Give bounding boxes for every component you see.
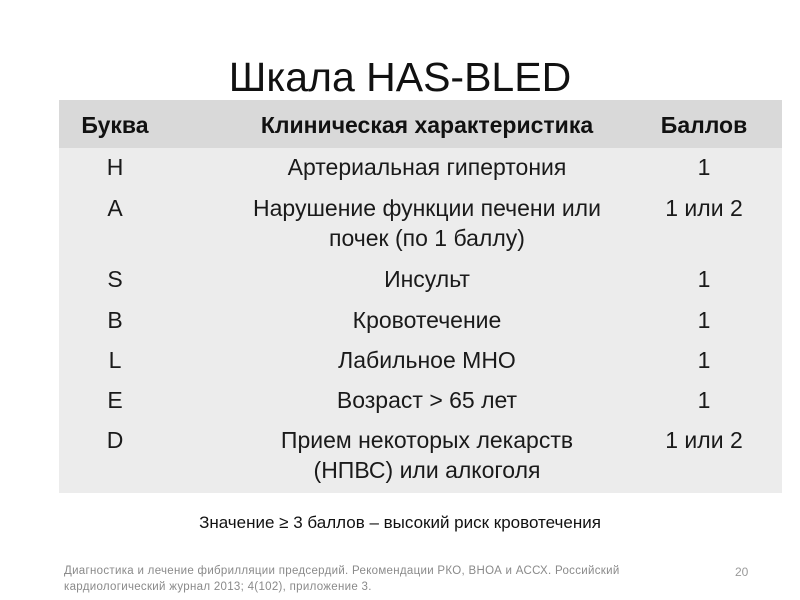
row-points: 1	[697, 154, 711, 180]
has-bled-table	[59, 100, 782, 493]
header-letter: Буква	[81, 112, 149, 138]
row-characteristic	[171, 264, 683, 294]
row-characteristic-line: Нарушение функции печени или	[253, 195, 601, 221]
row-characteristic-line: почек (по 1 баллу)	[329, 225, 525, 251]
row-points: 1	[697, 266, 711, 292]
row-characteristic	[171, 152, 683, 182]
row-letter: E	[107, 387, 123, 413]
row-characteristic	[171, 305, 683, 335]
row-characteristic-line: Кровотечение	[352, 307, 502, 333]
row-points: 1 или 2	[665, 427, 743, 453]
row-characteristic-line: Прием некоторых лекарств	[280, 427, 574, 453]
row-letter: D	[106, 427, 124, 453]
row-characteristic-line: Инсульт	[384, 266, 470, 292]
header-points: Баллов	[660, 112, 748, 138]
header-characteristic: Клиническая характеристика	[260, 112, 594, 138]
row-characteristic-line: Возраст > 65 лет	[336, 387, 518, 413]
row-points: 1 или 2	[665, 195, 743, 221]
row-characteristic-line: Лабильное МНО	[338, 347, 516, 373]
row-letter: L	[108, 347, 122, 373]
row-characteristic-line: Артериальная гипертония	[287, 154, 567, 180]
citation-line: кардиологический журнал 2013; 4(102), приложение 3.	[64, 581, 372, 593]
row-characteristic	[171, 345, 683, 375]
page-number: 20	[735, 565, 749, 579]
row-characteristic-line: (НПВС) или алкоголя	[313, 457, 541, 483]
row-letter: B	[107, 307, 123, 333]
slide-title: Шкала HAS-BLED	[228, 54, 572, 100]
citation-line: Диагностика и лечение фибрилляции предсердий. Рекомендации РКО, ВНОА и АССХ. Российский	[64, 565, 620, 577]
row-letter: H	[106, 154, 124, 180]
row-characteristic	[171, 425, 683, 485]
row-characteristic	[171, 193, 683, 253]
citation	[64, 563, 704, 595]
row-points: 1	[697, 347, 711, 373]
row-letter: A	[107, 195, 123, 221]
row-characteristic	[171, 385, 683, 415]
risk-note: Значение ≥ 3 баллов – высокий риск кровотечения	[199, 513, 601, 532]
row-points: 1	[697, 307, 711, 333]
row-points: 1	[697, 387, 711, 413]
row-letter: S	[107, 266, 123, 292]
table-header-row	[59, 100, 782, 148]
